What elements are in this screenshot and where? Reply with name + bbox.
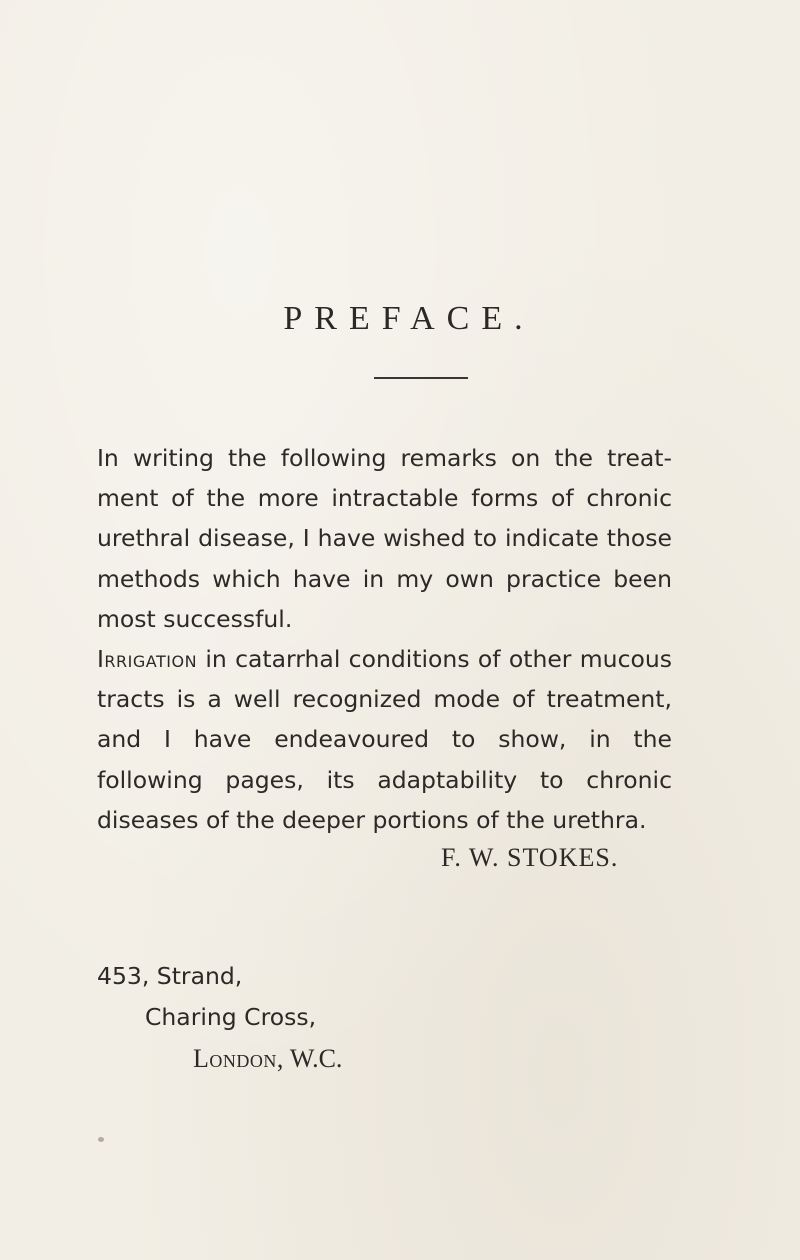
address-line-3 xyxy=(193,1044,342,1074)
paragraph-1 xyxy=(97,438,672,639)
address-line-3-rest: W.C. xyxy=(283,1044,343,1073)
title-rule xyxy=(374,377,468,379)
preface-body xyxy=(97,438,672,840)
address-line-1: 453, Strand, xyxy=(97,962,243,990)
paragraph-1-text: In writing the following remarks on the treat- ment of the more intractable forms of chronic urethral disease, I have wished to indicate those methods which have in my own practice been most successful. xyxy=(97,444,672,633)
address-line-2: Charing Cross, xyxy=(145,1003,317,1031)
page-title: PREFACE. xyxy=(283,300,535,337)
paragraph-2 xyxy=(97,639,672,840)
paper-speck xyxy=(98,1137,104,1142)
address-line-3-city: London, xyxy=(193,1044,284,1073)
paragraph-2-lead: Irrigation xyxy=(97,645,198,674)
author-signature: F. W. STOKES. xyxy=(441,843,619,872)
paragraph-2-text: in catarrhal conditions of other mucous tracts is a well recognized mode of treatment, and I have endeavoured to show, in the following pages, its adaptability to chronic diseases of the deeper portions of the urethra. xyxy=(97,645,672,834)
